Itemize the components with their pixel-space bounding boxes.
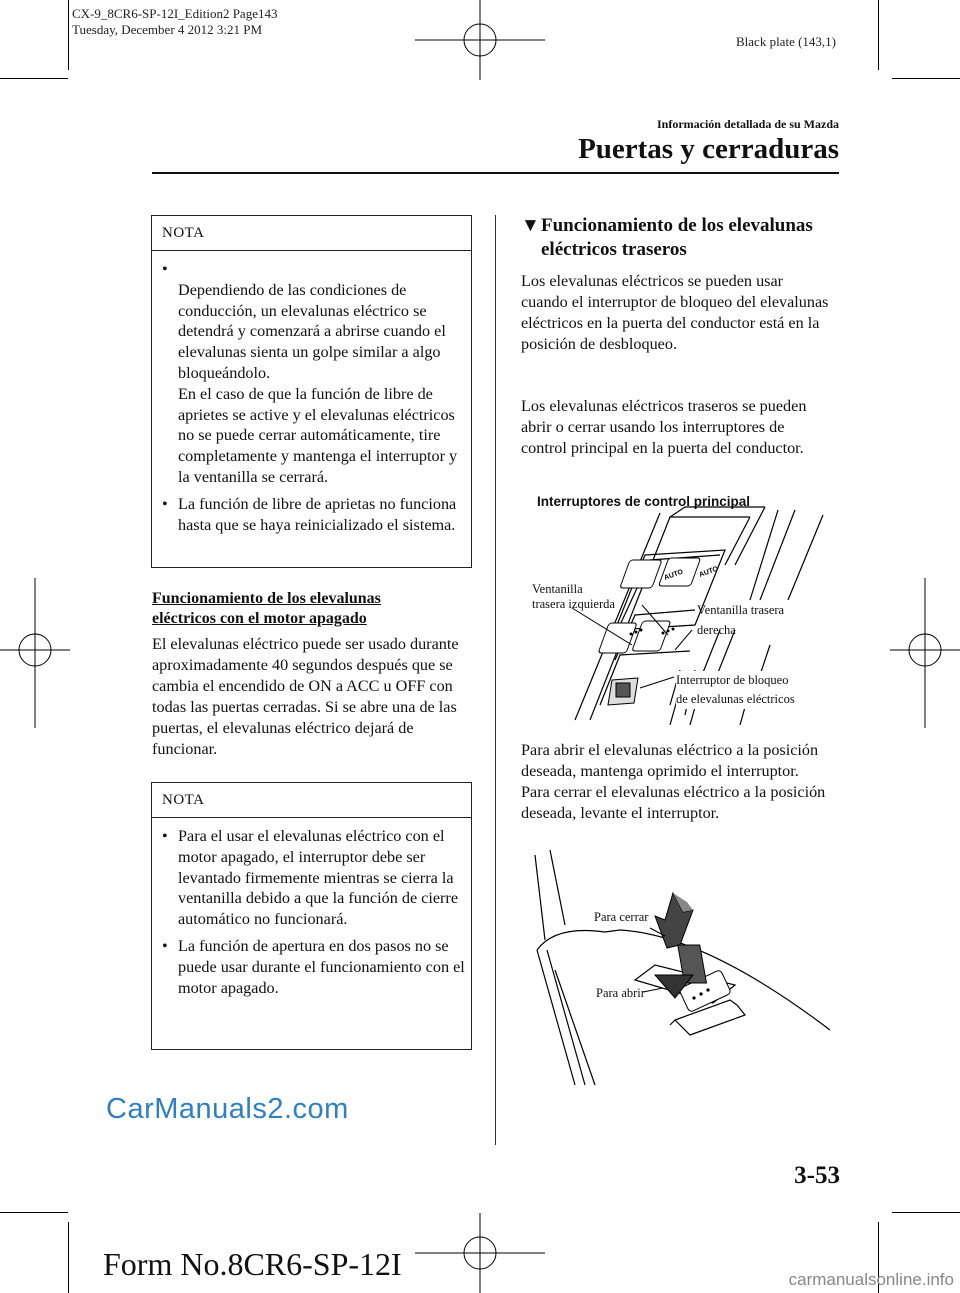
bullet-dot-icon: •	[162, 827, 168, 845]
paragraph-rear-3: Para abrir el elevalunas eléctrico a la posición deseada, mantenga oprimido el interruptor. Para cerrar el elevalunas eléctrico a la posición deseada, levante el interruptor.	[521, 741, 826, 822]
label-lock-switch: Interruptor de bloqueo de elevalunas eléctricos	[676, 671, 795, 709]
label-para-cerrar: Para cerrar	[594, 910, 649, 924]
figure-caption-master-switches: Interruptores de control principal	[537, 494, 751, 509]
nota-bullet	[152, 494, 471, 536]
registration-mark-right	[890, 578, 960, 728]
auto-label-1: AUTO	[663, 568, 685, 582]
registration-mark-bottom	[415, 1213, 545, 1293]
nota-box-1	[151, 215, 472, 568]
nota-heading: NOTA	[152, 783, 471, 818]
print-timestamp: Tuesday, December 4 2012 3:21 PM	[72, 22, 263, 37]
section-heading-rear-windows	[521, 214, 841, 262]
page-number: 3-53	[794, 1162, 840, 1189]
paragraph-rear-2: Los elevalunas eléctricos traseros se pueden abrir o cerrar usando los interruptores de control principal en la puerta del conductor.	[521, 397, 807, 457]
header-rule	[152, 172, 839, 174]
bullet-dot-icon: •	[162, 260, 168, 278]
site-watermark: carmanualsonline.info	[788, 1270, 954, 1289]
section-heading-text: Funcionamiento de los elevalunas eléctricos traseros	[541, 215, 813, 260]
switch-operation-illustration	[525, 850, 840, 1090]
subheading-motor-apagado: Funcionamiento de los elevalunas eléctricos con el motor apagado	[152, 590, 381, 627]
section-title: Puertas y cerraduras	[578, 133, 839, 165]
plate-label: Black plate (143,1)	[736, 34, 836, 49]
section-label: Información detallada de su Mazda	[656, 117, 839, 131]
watermark-carmanuals2: CarManuals2.com	[106, 1093, 349, 1125]
paragraph-motor-apagado: El elevalunas eléctrico puede ser usado durante aproximadamente 40 segundos después que se cambia el encendido de ON a ACC u OFF con todas las puertas cerradas. Si se abre una de las puertas, el elevalunas eléctrico dejará de funcionar.	[152, 635, 459, 758]
nota-bullet-text: Para el usar el elevalunas eléctrico con el motor apagado, el interruptor debe ser levantado firmemente mientras se cierra la ventanilla debido a que la función de cierre automático no funcionará.	[178, 827, 459, 929]
nota-heading: NOTA	[152, 216, 471, 251]
column-divider	[495, 215, 496, 1145]
nota-bullet-text: Dependiendo de las condiciones de conducción, un elevalunas eléctrico se detendrá y comenzará a abrirse cuando el elevalunas sienta un golpe similar a algo bloqueándolo. En el caso de que la función de libre de aprietes se active y el elevalunas eléctricos no se puede cerrar automáticamente, tire completamente y mantenga el interruptor y la ventanilla se cerrará.	[178, 280, 458, 486]
triangle-marker-icon: ▼	[521, 215, 540, 236]
paragraph-rear-1: Los elevalunas eléctricos se pueden usar cuando el interruptor de bloqueo del elevalunas eléctricos en la puerta del conductor está en la posición de desbloqueo.	[521, 272, 829, 353]
label-rear-right-window: Ventanilla trasera derecha	[697, 603, 785, 637]
label-para-abrir: Para abrir	[596, 986, 645, 1000]
nota-bullet-text: La función de apertura en dos pasos no se puede usar durante el funcionamiento con el motor apagado.	[178, 936, 465, 997]
registration-mark-left	[0, 578, 70, 728]
auto-label-2: AUTO	[698, 565, 720, 579]
nota-box-2	[151, 782, 472, 1050]
nota-bullet	[152, 826, 471, 930]
bullet-dot-icon: •	[162, 936, 168, 955]
label-rear-left-window: Ventanilla trasera izquierda	[532, 582, 615, 611]
bullet-dot-icon: •	[162, 494, 168, 513]
nota-bullet	[152, 259, 471, 488]
nota-bullet	[152, 936, 471, 998]
form-number: Form No.8CR6-SP-12I	[103, 1246, 402, 1282]
print-job-name: CX-9_8CR6-SP-12I_Edition2 Page143	[72, 6, 278, 21]
nota-bullet-text: La función de libre de aprietas no funciona hasta que se haya reinicializado el sistema.	[178, 494, 457, 534]
registration-mark-top	[415, 0, 545, 80]
